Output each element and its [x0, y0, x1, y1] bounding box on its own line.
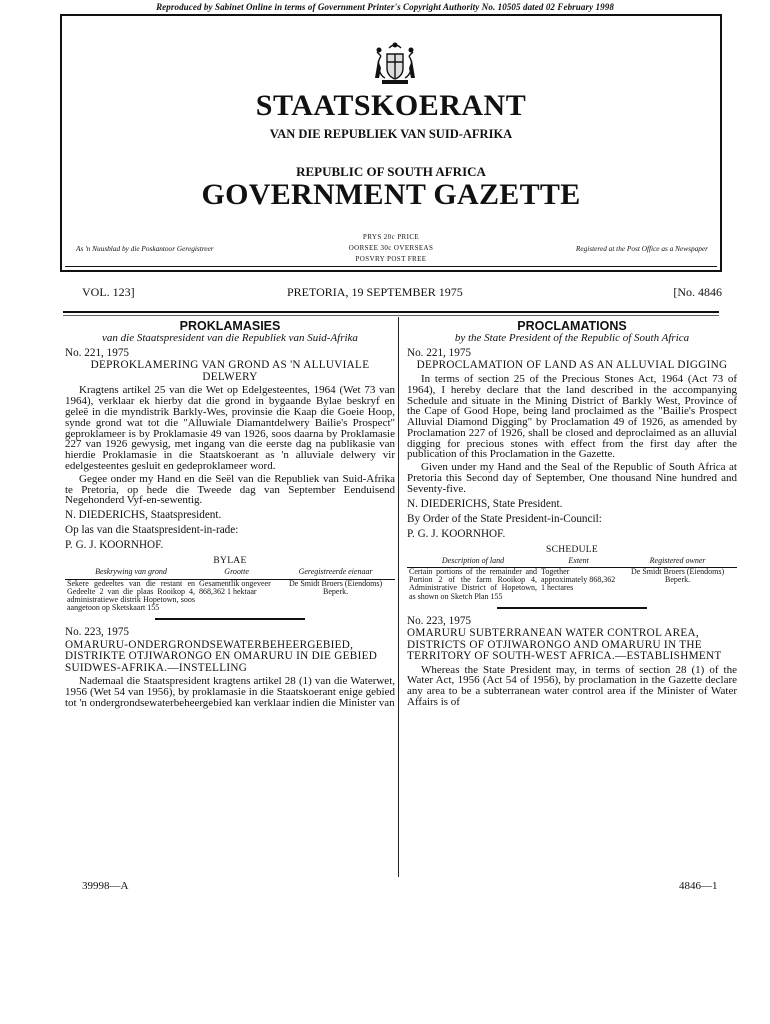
proclamation-body: Kragtens artikel 25 van die Wet op Edelgesteentes, 1964 (Wet 73 van 1964), verklaar ek hierby dat die grond in bygaande Bylae beskryf en geleë in die myndistrik Barkly-Wes, provinsie die Kaap die Goeie Hoop, synde grond wat tot die "Alluwiale Diamantdelwery Bailie's Prospect" geproklameer is by Proklamasie 49 van 1926, soos daarna by Proklamasie 227 van 1926 gewysig, met ingang van die eerste dag na publikasie van hierdie Proklamasie in die Staatskoerant as 'n alluviale delwery vir edelgesteentes gesluit en gedeproklameer word. [65, 384, 395, 472]
price-block [310, 232, 472, 265]
proclamation-number: No. 221, 1975 [65, 347, 130, 360]
schedule-owner: De Smidt Broers (Eiendoms) Beperk. [289, 578, 383, 596]
issue-number: [No. 4846 [673, 285, 722, 299]
title-english: GOVERNMENT GAZETTE [201, 178, 581, 211]
table-row [407, 568, 737, 601]
afrikaans-column [65, 320, 395, 708]
schedule-title: SCHEDULE [545, 544, 598, 555]
schedule-extent: Together approximately 868,362 1 hectares [541, 567, 616, 593]
coat-of-arms-icon [369, 38, 421, 90]
schedule-owner: De Smidt Broers (Eiendoms) Beperk. [631, 567, 725, 585]
schedule-description: Certain portions of the remainder and Portion 2 of the farm Rooikop 4, Administrative District of Hopetown, as shown on Sketch Plan 155 [409, 567, 537, 601]
signature-president: N. DIEDERICHS, Staatspresident. [65, 509, 222, 522]
price-line: PRYS 20c PRICE [362, 233, 420, 241]
section-heading: PROCLAMATIONS [517, 319, 627, 333]
masthead [60, 14, 722, 272]
proclamation-title: OMARURU-ONDERGRONDSEWATERBEHEERGEBIED, DISTRIKTE OTJIWARONGO EN OMARURU IN DIE GEBIED SUIDWES-AFRIKA.—INSTELLING [65, 638, 378, 674]
proclamation-title: DEPROKLAMERING VAN GROND AS 'N ALLUVIALE DELWERY [90, 359, 370, 383]
section-subheading: van die Staatspresident van die Republiek van Suid-Afrika [102, 332, 358, 345]
schedule-header-owner: Registered owner [649, 555, 706, 565]
section-subheading: by the State President of the Republic of South Africa [454, 332, 690, 345]
overseas-line: OORSEE 30c OVERSEAS [348, 244, 434, 252]
volume-number: VOL. 123] [82, 285, 135, 299]
proclamation-body: In terms of section 25 of the Precious Stones Act, 1964 (Act 73 of 1964), I hereby declare that the land described in the accompanying Schedule and situate in the Mining District of Barkly West, Province of the Cape of Good Hope, being land proclaimed as the "Bailie's Prospect Alluvial Diamond Digging" by Proclamation 49 of 1926, as amended by Proclamation 227 of 1926, shall be closed and deproclaimed as an alluvial digging for precious stones with effect from the first day after the publication of this Proclamation in the Gazette. [407, 372, 737, 461]
given-under-hand: Given under my Hand and the Seal of the Republic of South Africa at Pretoria this Second day of September, One thousand Nine hundred and Seventy-five. [407, 461, 737, 495]
schedule-header-extent: Grootte [224, 567, 249, 577]
signature-order: By Order of the State President-in-Council: [407, 512, 602, 525]
section-rule [497, 607, 647, 609]
top-rule-thin [63, 315, 719, 316]
registered-note-afrikaans: As 'n Nuusblad by die Poskantoor Geregistreer [76, 244, 214, 253]
proclamation-number: No. 223, 1975 [407, 614, 472, 627]
schedule-extent: Gesamentlik ongeveer 868,362 1 hektaar [199, 578, 271, 596]
schedule-table [407, 557, 737, 601]
schedule-table [65, 568, 395, 612]
column-divider [398, 317, 399, 877]
schedule-header-description: Description of land [441, 555, 505, 565]
signature-order: Op las van die Staatspresident-in-rade: [65, 524, 239, 537]
subtitle-afrikaans: VAN DIE REPUBLIEK VAN SUID-AFRIKA [269, 127, 513, 141]
reproduction-notice: Reproduced by Sabinet Online in terms of Government Printer's Copyright Authority No. 10505 dated 02 February 1998 [156, 2, 614, 12]
proclamation-title: OMARURU SUBTERRANEAN WATER CONTROL AREA, DISTRICTS OF OTJIWARONGO AND OMARURU IN THE TERRITORY OF SOUTH-WEST AFRICA.—ESTABLISHMENT [407, 627, 722, 663]
signature-minister: P. G. J. KOORNHOF. [65, 539, 164, 552]
section-heading: PROKLAMASIES [179, 319, 281, 333]
schedule-header-owner: Geregistreerde eienaar [298, 567, 373, 577]
proclamation-body: Nademaal die Staatspresident kragtens artikel 28 (1) van die Waterwet, 1956 (Wet 54 van 1956), by proklamasie in die Staatskoerant enige gebied tot 'n ondergrondsewaterbeheergebied kan verklaar indien die Minister van [65, 675, 395, 709]
proclamation-title: DEPROCLAMATION OF LAND AS AN ALLUVIAL DIGGING [416, 359, 728, 372]
signature-president: N. DIEDERICHS, State President. [407, 497, 563, 510]
schedule-description: Sekere gedeeltes van die restant en Gedeelte 2 van die plaas Rooikop 4, administratiewe distrik Hopetown, soos aangetoon op Sketskaart 155 [67, 578, 195, 613]
footer-code-left: 39998—A [82, 880, 129, 892]
table-row [65, 579, 395, 612]
schedule-header-description: Beskrywing van grond [95, 567, 167, 577]
schedule-header-extent: Extent [568, 555, 589, 565]
proclamation-body: Whereas the State President may, in terms of section 28 (1) of the Water Act, 1956 (Act 54 of 1956), by proclamation in the Gazette declare any area to be a subterranean water control area if the Minister of Water Affairs is of [407, 663, 737, 708]
schedule-title: BYLAE [213, 556, 247, 567]
given-under-hand: Gegee onder my Hand en die Seël van die Republiek van Suid-Afrika te Pretoria, op hede die Tweede dag van September Eenduisend Negehonderd Vyf-en-sewentig. [65, 472, 395, 507]
post-free-line: POSVRY POST FREE [355, 255, 427, 263]
footer-code-right: 4846—1 [679, 880, 718, 892]
proclamation-number: No. 223, 1975 [65, 626, 130, 639]
title-afrikaans: STAATSKOERANT [255, 89, 527, 122]
issue-line [82, 285, 722, 301]
section-rule [155, 618, 305, 620]
english-column [407, 320, 737, 708]
place-date: PRETORIA, 19 SEPTEMBER 1975 [287, 285, 463, 299]
registered-note-english: Registered at the Post Office as a Newspaper [575, 244, 708, 253]
signature-minister: P. G. J. KOORNHOF. [407, 527, 506, 540]
top-rule [63, 311, 719, 313]
republic-line: REPUBLIC OF SOUTH AFRICA [296, 164, 486, 179]
proclamation-number: No. 221, 1975 [407, 347, 472, 360]
